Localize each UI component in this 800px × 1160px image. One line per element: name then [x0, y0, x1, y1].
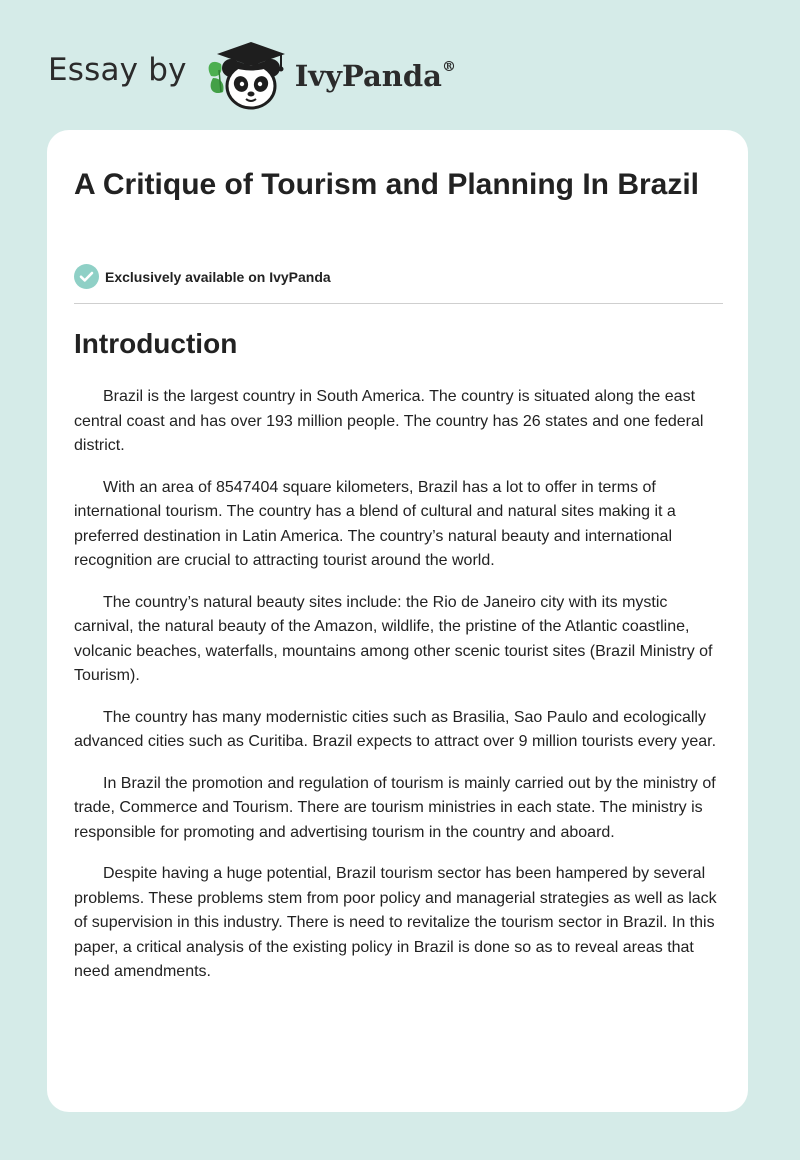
paragraph: In Brazil the promotion and regulation of tourism is mainly carried out by the ministry of trade, Commerce and Tourism. There are tourism ministries in each state. The ministry is responsible for promoting and advertising tourism in the country and aboard. [74, 774, 716, 841]
check-circle-icon [74, 264, 99, 289]
essay-title: A Critique of Tourism and Planning In Brazil [74, 168, 700, 201]
essay-body [74, 385, 726, 1002]
paragraph: Brazil is the largest country in South America. The country is situated along the east central coast and has over 193 million people. The country has 26 states and one federal district. [74, 388, 704, 454]
brand-name[interactable] [295, 59, 456, 93]
registered-mark: ® [441, 59, 456, 76]
paragraph: The country has many modernistic cities such as Brasilia, Sao Paulo and ecologically advanced cities such as Curitiba. Brazil expects to attract over 9 million tourists every year. [74, 708, 717, 750]
brand-prefix: Essay by [48, 52, 187, 88]
paragraph: The country’s natural beauty sites include: the Rio de Janeiro city with its mystic carnival, the natural beauty of the Amazon, wildlife, the pristine of the Atlantic coastline, volcanic beaches, waterfalls, mountains among other scenic tourist sites (Brazil Ministry of Tourism). [74, 593, 713, 684]
panda-graduate-icon[interactable] [201, 34, 291, 114]
paragraph: With an area of 8547404 square kilometers, Brazil has a lot to offer in terms of international tourism. The country has a blend of cultural and natural sites making it a preferred destination in Latin America. The country’s natural beauty and international recognition are crucial to attracting tourist around the world. [74, 478, 676, 569]
section-heading-introduction: Introduction [74, 328, 238, 359]
exclusive-badge-text: Exclusively available on IvyPanda [105, 268, 331, 285]
exclusive-badge [74, 264, 331, 289]
paragraph: Despite having a huge potential, Brazil tourism sector has been hampered by several problems. These problems stem from poor policy and managerial strategies as well as lack of supervision in this industry. There is need to revitalize the tourism sector in Brazil. In this paper, a critical analysis of the existing policy in Brazil is done so as to reveal areas that need amendments. [74, 865, 717, 980]
brand-name-text: IvyPanda [294, 59, 442, 93]
site-header [48, 34, 456, 114]
title-divider [74, 303, 723, 304]
